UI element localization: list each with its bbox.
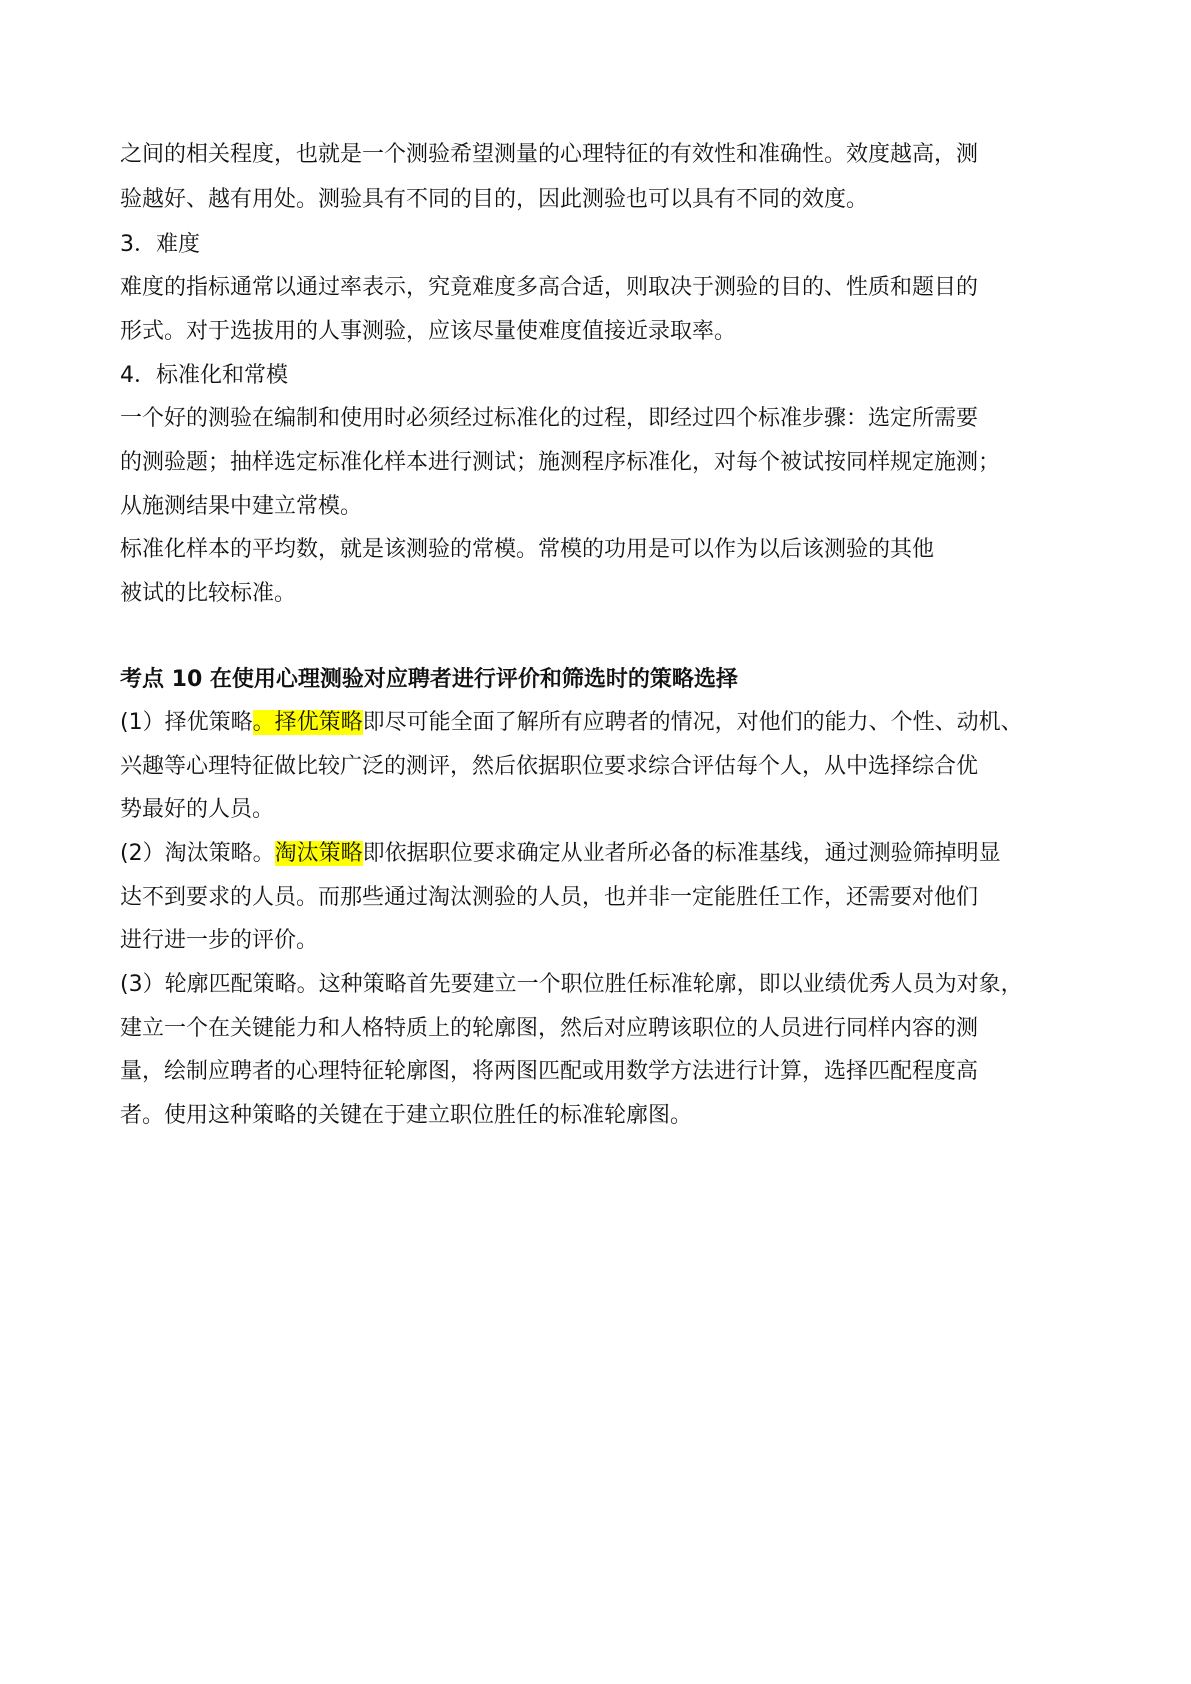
text-line: 被试的比较标准。 (120, 581, 297, 606)
text-line: 兴趣等心理特征做比较广泛的测评，然后依据职位要求综合评估每个人，从中选择综合优 (120, 754, 979, 779)
highlighted-text: 。择优策略 (252, 710, 363, 735)
text-line: 难度的指标通常以通过率表示，究竟难度多高合适，则取决于测验的目的、性质和题目的 (120, 275, 979, 300)
text-line: 量，绘制应聘者的心理特征轮廓图，将两图匹配或用数学方法进行计算，选择匹配程度高 (120, 1059, 979, 1084)
text-line: 从施测结果中建立常模。 (120, 494, 363, 519)
text-line: 验越好、越有用处。测验具有不同的目的，因此测验也可以具有不同的效度。 (120, 187, 869, 212)
text-line: 一个好的测验在编制和使用时必须经过标准化的过程，即经过四个标准步骤：选定所需要 (120, 406, 979, 431)
text-line: 形式。对于选拔用的人事测验，应该尽量使难度值接近录取率。 (120, 319, 737, 344)
text-line: 势最好的人员。 (120, 797, 275, 822)
text-line: (1）择优策略。择优策略即尽可能全面了解所有应聘者的情况，对他们的能力、个性、动机、 (120, 710, 1023, 735)
text-line: 的测验题；抽样选定标准化样本进行测试；施测程序标准化，对每个被试按同样规定施测； (120, 450, 1001, 475)
text-line: 标准化样本的平均数，就是该测验的常模。常模的功用是可以作为以后该测验的其他 (120, 537, 935, 562)
text-line: 建立一个在关键能力和人格特质上的轮廓图，然后对应聘该职位的人员进行同样内容的测 (120, 1016, 979, 1041)
text-line: 达不到要求的人员。而那些通过淘汰测验的人员，也并非一定能胜任工作，还需要对他们 (120, 885, 979, 910)
highlighted-text: 淘汰策略 (274, 841, 363, 866)
section-heading: 3．难度 (120, 232, 200, 257)
section-heading: 4．标准化和常模 (120, 363, 288, 388)
text-line: 进行进一步的评价。 (120, 928, 319, 953)
text-line: 者。使用这种策略的关键在于建立职位胜任的标准轮廓图。 (120, 1103, 693, 1128)
text-line: 之间的相关程度，也就是一个测验希望测量的心理特征的有效性和准确性。效度越高，测 (120, 142, 979, 167)
text-line: (3）轮廓匹配策略。这种策略首先要建立一个职位胜任标准轮廓，即以业绩优秀人员为对象， (120, 972, 1023, 997)
text-line: (2）淘汰策略。淘汰策略即依据职位要求确定从业者所必备的标准基线，通过测验筛掉明显 (120, 841, 1001, 866)
section-title: 考点 10 在使用心理测验对应聘者进行评价和筛选时的策略选择 (120, 667, 738, 692)
